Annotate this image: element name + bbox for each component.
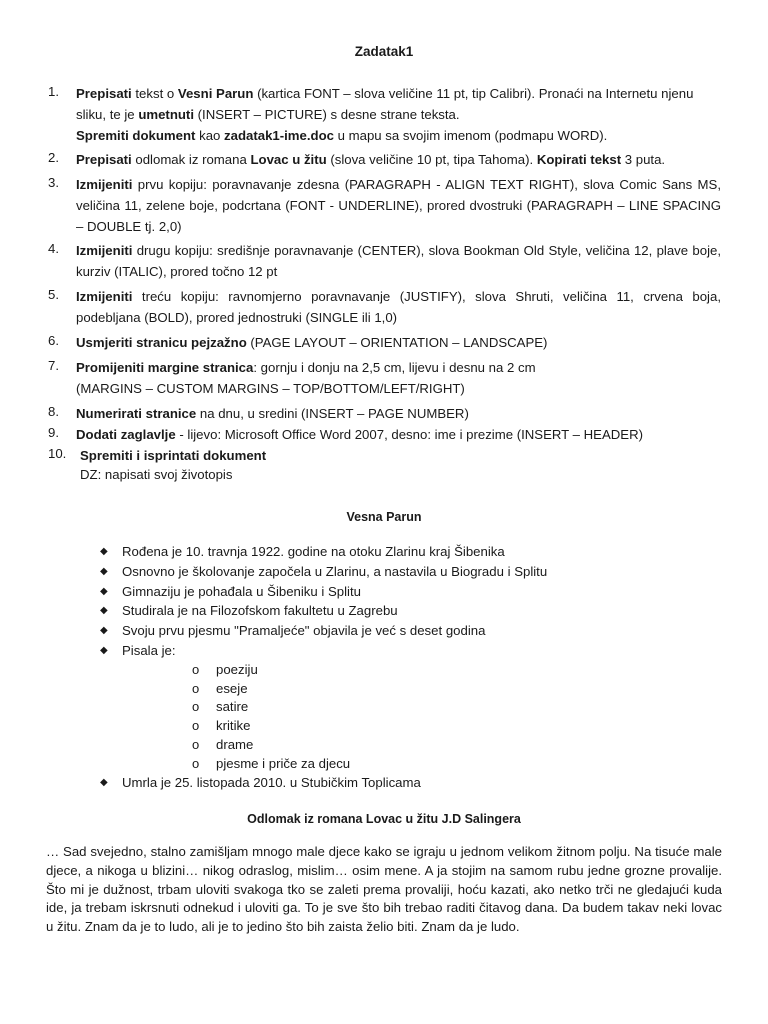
list-item: ◆ Gimnaziju je pohađala u Šibeniku i Splitu — [100, 584, 361, 599]
task-run: kao — [195, 127, 225, 143]
task-text — [76, 425, 721, 446]
task-text — [76, 150, 721, 171]
task-number: 6. — [48, 333, 59, 348]
list-item: ◆ Svoju prvu pjesmu "Pramaljeće" objavila je već s deset godina — [100, 623, 486, 638]
page-title: Zadatak1 — [354, 44, 414, 59]
task-run: (INSERT – PICTURE) s desne strane teksta. — [194, 106, 460, 122]
task-number: 1. — [48, 84, 59, 99]
task-run: tekst o — [131, 86, 178, 101]
circle-bullet-icon: o — [192, 718, 200, 733]
task-keyword: Lovac u žitu — [250, 152, 327, 167]
task-number: 9. — [48, 425, 59, 440]
task-run: na dnu, u sredini (INSERT – PAGE NUMBER) — [196, 406, 469, 421]
task-number: 4. — [48, 241, 59, 256]
task-number: 7. — [48, 358, 59, 373]
task-keyword: Usmjeriti stranicu pejzažno — [76, 335, 247, 350]
task-run: : gornju i donju na 2,5 cm, lijevu i desnu na 2 cm — [253, 360, 536, 375]
task-run: 3 puta. — [621, 152, 666, 167]
task-keyword: Spremiti i isprintati dokument — [80, 448, 267, 463]
diamond-bullet-icon: ◆ — [100, 586, 108, 597]
task-keyword: Izmijeniti — [76, 177, 133, 192]
list-item: ◆ Rođena je 10. travnja 1922. godine na otoku Zlarinu kraj Šibenika — [100, 544, 505, 559]
list-item: ◆ Pisala je: — [100, 643, 176, 658]
task-text — [76, 241, 721, 283]
genre-item: o poeziju — [192, 662, 258, 677]
task-number: 2. — [48, 150, 59, 165]
task-number: 10. — [48, 446, 67, 461]
task-run: prvu kopiju: poravnavanje zdesna (PARAGRAPH - ALIGN TEXT RIGHT), slova Comic Sans MS, veličina 11, zelene boje, podcrtana (FONT - UNDERLINE), prored dvostruki (PARAGRAPH – LINE SPACING – DOUBLE tj. 2,0) — [76, 177, 721, 234]
diamond-bullet-icon: ◆ — [100, 625, 108, 636]
excerpt-paragraph: … Sad svejedno, stalno zamišljam mnogo male djece kako se igraju u jednom velikom žitnom polju. Na tisuće male djece, a nikoga u blizini… nikog odraslog, mislim… osim mene. A ja stojim na samom rubu jedne grozne provalije. Što mi je dužnost, trbam uloviti svakoga tko se zaleti prema provaliji, hoću kazati, ako netko trči ne gledajući kuda ide, ja trebam iskrsnuti odnekud i uloviti ga. To je sve što bih trebao raditi čitavog dana. Da budem takav neki lovac u žitu. Znam da je to ludo, ali je to jedino što bih zaista želio biti. Znam da je ludo. — [46, 844, 722, 935]
task-run: (PAGE LAYOUT – ORIENTATION – LANDSCAPE) — [246, 335, 548, 350]
genre-item: o pjesme i priče za djecu — [192, 756, 351, 771]
task-run: treću kopiju: ravnomjerno poravnavanje (JUSTIFY), slova Shruti, veličina 11, crvena boja, podebljana (BOLD), prored jednostruki (SINGLE ili 1,0) — [76, 289, 721, 325]
task-keyword: Izmijeniti — [76, 289, 133, 304]
circle-bullet-icon: o — [192, 662, 200, 677]
circle-bullet-icon: o — [192, 681, 200, 696]
task-text — [76, 404, 721, 425]
task-run: (kartica FONT – slova veličine 11 pt, tip Calibri). Pronaći na Internetu njenu sliku, te je — [76, 86, 694, 122]
task-keyword: umetnuti — [138, 106, 194, 122]
task-run: (slova veličine 10 pt, tipa Tahoma). — [326, 152, 537, 167]
task-keyword: Dodati zaglavlje — [76, 427, 176, 442]
task-number: 8. — [48, 404, 59, 419]
diamond-bullet-icon: ◆ — [100, 566, 108, 577]
task-keyword: Prepisati — [76, 152, 132, 167]
task-text — [76, 333, 721, 354]
homework-note: DZ: napisati svoj životopis — [80, 467, 233, 482]
task-run: drugu kopiju: središnje poravnavanje (CENTER), slova Bookman Old Style, veličina 12, plave boje, kurziv (ITALIC), prored točno 12 pt — [76, 243, 721, 279]
genre-item: o drame — [192, 737, 254, 752]
task-text — [80, 446, 725, 467]
bio-heading: Vesna Parun — [346, 510, 422, 524]
circle-bullet-icon: o — [192, 699, 200, 714]
task-keyword: Promijeniti margine stranica — [76, 360, 254, 375]
circle-bullet-icon: o — [192, 756, 200, 771]
list-item: ◆ Studirala je na Filozofskom fakultetu u Zagrebu — [100, 603, 398, 618]
diamond-bullet-icon: ◆ — [100, 777, 108, 788]
task-text — [76, 287, 721, 329]
task-keyword: Vesni Parun — [177, 86, 254, 101]
task-text — [76, 358, 721, 400]
task-run: - lijevo: Microsoft Office Word 2007, desno: ime i prezime (INSERT – HEADER) — [175, 427, 644, 442]
genre-item: o eseje — [192, 681, 248, 696]
excerpt-heading: Odlomak iz romana Lovac u žitu J.D Salingera — [247, 812, 521, 826]
task-keyword: Izmijeniti — [76, 243, 133, 258]
genre-item: o kritike — [192, 718, 251, 733]
list-item: ◆ Osnovno je školovanje započela u Zlarinu, a nastavila u Biogradu i Splitu — [100, 564, 548, 579]
task-keyword: Spremiti dokument — [76, 127, 196, 143]
task-number: 3. — [48, 175, 59, 190]
circle-bullet-icon: o — [192, 737, 200, 752]
task-keyword: Kopirati tekst — [536, 152, 622, 167]
diamond-bullet-icon: ◆ — [100, 546, 108, 557]
diamond-bullet-icon: ◆ — [100, 645, 108, 656]
task-run: (MARGINS – CUSTOM MARGINS – TOP/BOTTOM/LEFT/RIGHT) — [76, 380, 465, 396]
task-text — [76, 84, 721, 146]
task-run: u mapu sa svojim imenom (podmapu WORD). — [333, 127, 608, 143]
genre-item: o satire — [192, 699, 249, 714]
task-number: 5. — [48, 287, 59, 302]
list-item: ◆ Umrla je 25. listopada 2010. u Stubičkim Toplicama — [100, 775, 421, 790]
task-keyword: Numerirati stranice — [76, 406, 197, 421]
task-keyword: zadatak1-ime.doc — [224, 127, 334, 143]
task-run: odlomak iz romana — [131, 152, 251, 167]
diamond-bullet-icon: ◆ — [100, 605, 108, 616]
task-text — [76, 175, 721, 237]
task-keyword: Prepisati — [76, 86, 132, 101]
